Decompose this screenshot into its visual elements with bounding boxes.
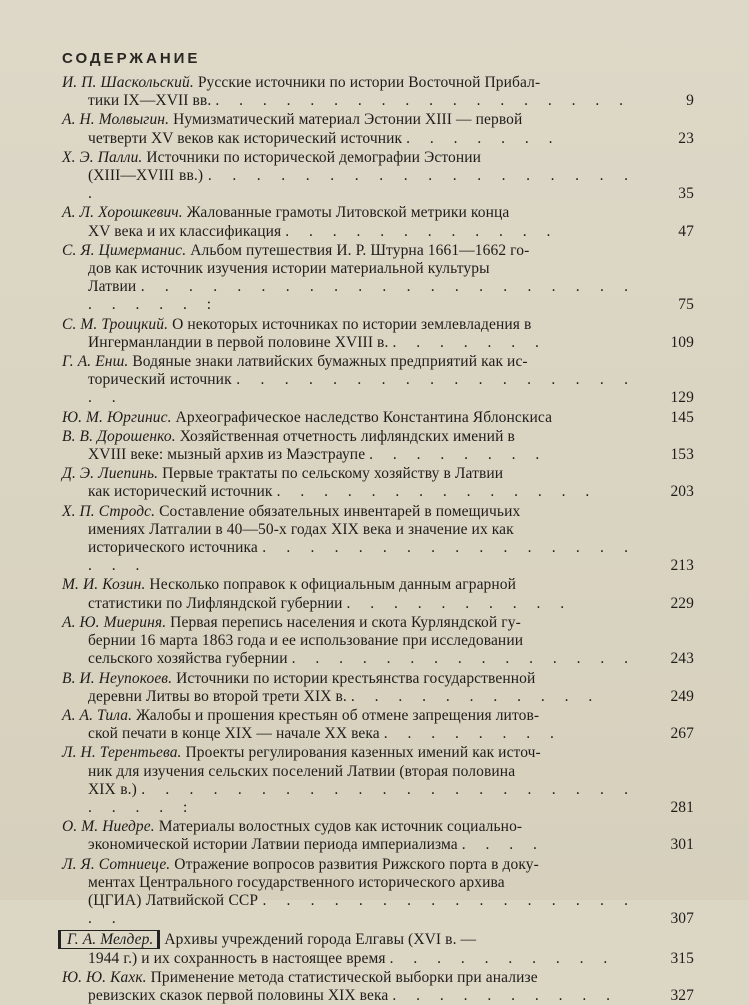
entry-last-line bbox=[62, 446, 636, 464]
entry-last-line bbox=[62, 278, 636, 314]
page-number: 327 bbox=[670, 986, 694, 1004]
page-number: 23 bbox=[678, 129, 694, 147]
entry-last-line bbox=[62, 223, 636, 241]
entry-title-end: статистики по Лифляндской губернии bbox=[88, 594, 343, 612]
entry-title: Водяные знаки латвийских бумажных предприятий как ис- bbox=[132, 353, 528, 371]
entry-title: Несколько поправок к официальным данным аграрной bbox=[149, 576, 517, 594]
dot-leader: . . . . . . . . . . . . . . . . . . . . . . . . . . : bbox=[88, 278, 636, 314]
entry-title-continued: ментах Центрального государственного исторического архива bbox=[88, 873, 505, 891]
entry-title: Отражение вопросов развития Рижского порта в доку- bbox=[174, 855, 539, 873]
entry-author: О. М. Ниедре. bbox=[62, 818, 155, 836]
toc-entry[interactable] bbox=[62, 316, 694, 352]
entry-title: Архивы учреждений города Елгавы (XVI в. — bbox=[164, 931, 477, 949]
page-number: 249 bbox=[670, 687, 694, 705]
entry-last-line bbox=[62, 483, 636, 501]
toc-entry[interactable] bbox=[62, 204, 694, 240]
entry-author: С. Я. Цимерманис. bbox=[62, 241, 187, 259]
toc-entry[interactable] bbox=[62, 707, 694, 743]
entry-title: Археографическое наследство Константина Яблонскиса bbox=[175, 408, 553, 426]
entry-last-line bbox=[62, 987, 636, 1005]
toc-entry[interactable] bbox=[62, 428, 694, 464]
page-number: 47 bbox=[678, 222, 694, 240]
page-number: 203 bbox=[670, 483, 694, 501]
dot-leader: . . . . . . . . . . . bbox=[350, 687, 601, 705]
toc-entry[interactable] bbox=[62, 111, 694, 147]
page-number: 35 bbox=[678, 185, 694, 203]
entry-title: Первые трактаты по сельскому хозяйству в Латвии bbox=[162, 465, 504, 483]
toc-entry[interactable] bbox=[62, 856, 694, 929]
dot-leader: . . . . . . . . bbox=[369, 446, 548, 464]
toc-entry[interactable] bbox=[62, 614, 694, 669]
toc-entry[interactable] bbox=[62, 576, 694, 612]
contents-heading: СОДЕРЖАНИЕ bbox=[62, 50, 201, 67]
entry-title-end: исторического источника bbox=[88, 539, 258, 557]
entry-title-end: (XIII—XVIII вв.) bbox=[88, 167, 204, 185]
entry-title: Применение метода статистической выборки при анализе bbox=[150, 968, 538, 986]
toc-entry[interactable] bbox=[62, 670, 694, 706]
dot-leader: . . . . . . . . . . bbox=[346, 594, 573, 612]
entry-author: Л. Я. Сотниеце. bbox=[62, 855, 171, 873]
entry-title: Русские источники по истории Восточной Прибал- bbox=[197, 74, 541, 91]
entry-title: Нумизматический материал Эстонии XIII — первой bbox=[173, 111, 523, 129]
toc-entry[interactable] bbox=[62, 818, 694, 854]
entry-title-continued: бернии 16 марта 1863 года и ее использование при исследовании bbox=[88, 632, 524, 650]
toc-entry[interactable] bbox=[62, 74, 694, 110]
entry-title-continued: ник для изучения сельских поселений Латвии (вторая половина bbox=[88, 762, 516, 780]
entry-last-line bbox=[62, 725, 636, 743]
dot-leader: . . . . . . . . . . . . . . . bbox=[291, 650, 636, 668]
page-number: 145 bbox=[670, 408, 694, 426]
entry-author: Х. Э. Палли. bbox=[62, 148, 143, 166]
entry-author: И. П. Шаскольский. bbox=[62, 74, 194, 91]
entry-author: А. А. Тила. bbox=[62, 706, 133, 724]
entry-title: Первая перепись населения и скота Курляндской гу- bbox=[170, 613, 521, 631]
entry-last-line bbox=[62, 92, 636, 110]
dot-leader: . . . . . . . . bbox=[383, 725, 562, 743]
dot-leader: . . . . bbox=[461, 836, 545, 854]
entry-title-end: 1944 г.) и их сохранность в настоящее время bbox=[88, 949, 386, 967]
toc-entry[interactable] bbox=[62, 353, 694, 408]
entry-author: Ю. Ю. Кахк. bbox=[62, 968, 147, 986]
entry-author: М. И. Козин. bbox=[62, 576, 146, 594]
entry-last-line bbox=[62, 334, 636, 352]
entry-title-end: ской печати в конце XIX — начале XX века bbox=[88, 725, 380, 743]
toc-entry[interactable] bbox=[62, 409, 694, 427]
entry-title-end: ревизских сказок первой половины XIX века bbox=[88, 986, 389, 1004]
entry-last-line bbox=[62, 167, 636, 203]
page-number: 267 bbox=[670, 725, 694, 743]
entry-title-end: сельского хозяйства губернии bbox=[88, 650, 288, 668]
dot-leader: . . . . . . . . . . . . . . . . . . . bbox=[88, 371, 637, 407]
entry-last-line bbox=[62, 892, 636, 928]
entry-title-end: Латвии bbox=[88, 278, 137, 296]
page-number: 281 bbox=[670, 798, 694, 816]
entry-last-line bbox=[62, 836, 636, 854]
entry-title-continued: имениях Латгалии в 40—50-х годах XIX века и значение их как bbox=[88, 520, 514, 538]
dot-leader: . . . . . . . . . . . . . . bbox=[276, 483, 598, 501]
entry-last-line bbox=[62, 650, 636, 668]
dot-leader: . . . . . . . . . . . . . . . . . . bbox=[215, 92, 631, 110]
toc-entry[interactable] bbox=[62, 969, 694, 1005]
entry-title: Хозяйственная отчетность лифляндских имений в bbox=[179, 427, 515, 445]
entry-last-line bbox=[62, 950, 636, 968]
entry-last-line bbox=[62, 539, 636, 575]
entry-author: Д. Э. Лиепинь. bbox=[62, 465, 159, 483]
entry-title-end: деревни Литвы во второй трети XIX в. bbox=[88, 687, 347, 705]
toc-entry[interactable] bbox=[62, 149, 694, 204]
entry-title: Составление обязательных инвентарей в помещичьих bbox=[159, 502, 521, 520]
toc-entry[interactable] bbox=[62, 465, 694, 501]
entry-author: А. Ю. Миериня. bbox=[62, 613, 167, 631]
page-number: 243 bbox=[670, 650, 694, 668]
dot-leader: . . . . . . . bbox=[406, 129, 561, 147]
dot-leader: . . . . . . . bbox=[392, 333, 547, 351]
dot-leader: . . . . . . . . . . . . . . . . . . . . . . . . . : bbox=[88, 780, 636, 816]
page-number: 9 bbox=[686, 92, 694, 110]
page-number: 109 bbox=[670, 333, 694, 351]
entry-last-line bbox=[62, 130, 636, 148]
entry-last-line bbox=[62, 688, 636, 706]
dot-leader: . . . . . . . . . . bbox=[389, 949, 616, 967]
page-number: 307 bbox=[670, 910, 694, 928]
entry-title-end: торический источник bbox=[88, 371, 232, 389]
entry-title-end: (ЦГИА) Латвийской ССР bbox=[88, 891, 259, 909]
entry-title-end: XVIII веке: мызный архив из Маэстраупе bbox=[88, 446, 366, 464]
page-number: 229 bbox=[670, 594, 694, 612]
entry-title: О некоторых источниках по истории землевладения в bbox=[172, 315, 532, 333]
toc-entry[interactable] bbox=[62, 744, 694, 817]
entry-title-end: тики IX—XVII вв. bbox=[88, 92, 212, 110]
entry-title: Жалованные грамоты Литовской метрики конца bbox=[186, 204, 510, 222]
table-of-contents bbox=[62, 74, 694, 1005]
entry-author: В. В. Дорошенко. bbox=[62, 427, 176, 445]
entry-author: Х. П. Стродс. bbox=[62, 502, 156, 520]
entry-title-continued: дов как источник изучения истории материальной культуры bbox=[88, 260, 490, 278]
entry-title-end: XV века и их классификация bbox=[88, 222, 282, 240]
entry-title: Источники по истории крестьянства государственной bbox=[176, 669, 536, 687]
toc-entry[interactable] bbox=[62, 503, 694, 576]
dot-leader: . . . . . . . . . . . . . . . . . . bbox=[88, 891, 637, 928]
entry-title: Источники по исторической демографии Эстонии bbox=[146, 148, 482, 166]
entry-last-line bbox=[62, 781, 636, 817]
entry-author: А. Н. Молвыгин. bbox=[62, 111, 170, 129]
entry-title: Альбом путешествия И. Р. Штурна 1661—1662 го- bbox=[190, 241, 530, 259]
entry-author: Г. А. Мелдер. bbox=[58, 930, 160, 949]
entry-last-line bbox=[62, 371, 636, 407]
page-number: 315 bbox=[670, 949, 694, 967]
page-number: 153 bbox=[670, 446, 694, 464]
dot-leader: . . . . . . . . . . . . . . . . . . . bbox=[88, 167, 636, 203]
entry-title-end: как исторический источник bbox=[88, 483, 273, 501]
entry-last-line bbox=[62, 595, 636, 613]
entry-title: Жалобы и прошения крестьян об отмене запрещения литов- bbox=[136, 706, 540, 724]
dot-leader: . . . . . . . . . . bbox=[392, 986, 618, 1004]
entry-title-end: Ингерманландии в первой половине XVIII в. bbox=[88, 333, 389, 351]
entry-title: Проекты регулирования казенных имений как источ- bbox=[185, 744, 541, 762]
entry-title-end: XIX в.) bbox=[88, 780, 137, 798]
entry-author: С. М. Троицкий. bbox=[62, 315, 169, 333]
entry-title-end: четверти XV веков как исторический источник bbox=[88, 129, 403, 147]
entry-author: А. Л. Хорошкевич. bbox=[62, 204, 183, 222]
entry-author: Г. А. Енш. bbox=[62, 353, 129, 371]
entry-author: Л. Н. Терентьева. bbox=[62, 744, 182, 762]
page-number: 213 bbox=[670, 557, 694, 575]
toc-entry[interactable] bbox=[62, 931, 694, 967]
toc-entry[interactable] bbox=[62, 242, 694, 315]
dot-leader: . . . . . . . . . . . . . . . . . . . bbox=[88, 539, 637, 575]
page-number: 75 bbox=[678, 296, 694, 314]
page-number: 129 bbox=[670, 389, 694, 407]
entry-author: В. И. Неупокоев. bbox=[62, 669, 173, 687]
entry-title-end: экономической истории Латвии периода империализма bbox=[88, 836, 458, 854]
page-number: 301 bbox=[670, 836, 694, 854]
entry-title: Материалы волостных судов как источник социально- bbox=[158, 818, 523, 836]
dot-leader: . . . . . . . . . . . . bbox=[285, 222, 559, 240]
entry-author: Ю. М. Юргинис. bbox=[62, 408, 172, 426]
